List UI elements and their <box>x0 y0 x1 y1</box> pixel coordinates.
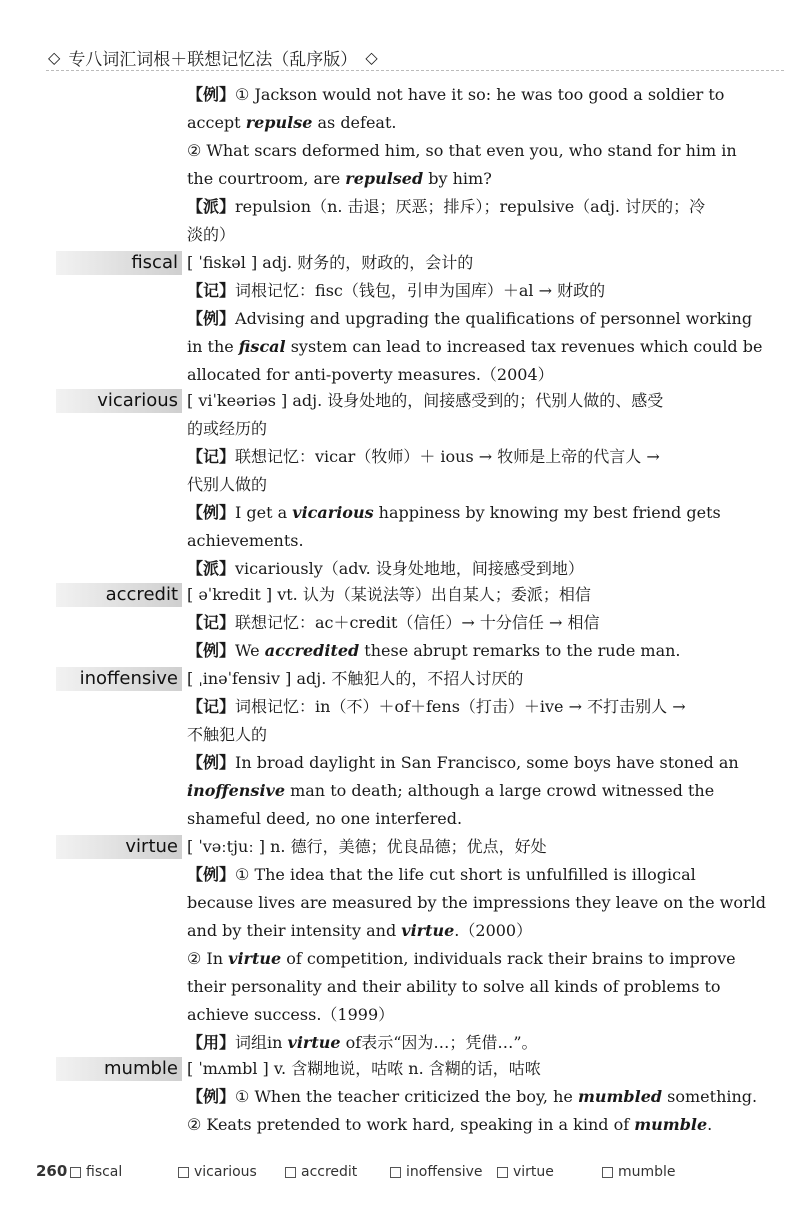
entry-line: 【例】I get a vicarious happiness by knowing my best friend gets <box>187 503 721 522</box>
entry-line: 代别人做的 <box>187 475 268 494</box>
entry-line: in the fiscal system can lead to increased tax revenues which could be <box>187 337 763 356</box>
headword-inoffensive: inoffensive <box>56 667 182 691</box>
entry-line: 【记】词根记忆：in（不）＋of＋fens（打击）＋ive → 不打击别人 → <box>187 697 686 716</box>
checkbox-icon <box>390 1167 401 1178</box>
entry-line: 【例】In broad daylight in San Francisco, some boys have stoned an <box>187 753 739 772</box>
entry-line: because lives are measured by the impressions they leave on the world <box>187 893 766 912</box>
entry-line: inoffensive man to death; although a large crowd witnessed the <box>187 781 715 800</box>
entry-line: 【例】We accredited these abrupt remarks to the rude man. <box>187 641 681 660</box>
entry-line: their personality and their ability to solve all kinds of problems to <box>187 977 721 996</box>
checkbox-icon <box>178 1167 189 1178</box>
entry-line: 【用】词组in virtue of表示“因为…；凭借…”。 <box>187 1033 538 1052</box>
headword-fiscal: fiscal <box>56 251 182 275</box>
footer-word: mumble <box>602 1164 676 1180</box>
entry-line: [ ˌinəˈfensiv ] adj. 不触犯人的，不招人讨厌的 <box>187 669 524 688</box>
footer-word: fiscal <box>70 1164 122 1180</box>
headword-accredit: accredit <box>56 583 182 607</box>
checkbox-icon <box>602 1167 613 1178</box>
entry-line: 【派】repulsion（n. 击退；厌恶；排斥）；repulsive（adj. 讨厌的；冷 <box>187 197 706 216</box>
entry-line: [ ˈmʌmbl ] v. 含糊地说，咕哝 n. 含糊的话，咕哝 <box>187 1059 541 1078</box>
entry-line: 【例】① Jackson would not have it so: he was too good a soldier to <box>187 85 725 104</box>
entry-line: ② Keats pretended to work hard, speaking in a kind of mumble. <box>187 1115 713 1134</box>
footer-word: accredit <box>285 1164 357 1180</box>
entry-line: 【例】① The idea that the life cut short is unfulfilled is illogical <box>187 865 696 884</box>
entry-line: 【派】vicariously（adv. 设身处地地，间接感受到地） <box>187 559 584 578</box>
headword-mumble: mumble <box>56 1057 182 1081</box>
entry-line: 不触犯人的 <box>187 725 268 744</box>
entry-line: 【记】联想记忆：vicar（牧师）＋ ious → 牧师是上帝的代言人 → <box>187 447 660 466</box>
headword-virtue: virtue <box>56 835 182 859</box>
entry-line: 【例】Advising and upgrading the qualifications of personnel working <box>187 309 753 328</box>
running-header <box>46 44 378 70</box>
entry-line: [ ˈvəːtjuː ] n. 德行，美德；优良品德；优点，好处 <box>187 837 547 856</box>
entry-line: achievements. <box>187 531 304 550</box>
entry-line: [ viˈkeəriəs ] adj. 设身处地的，间接感受到的；代别人做的、感受 <box>187 391 664 410</box>
entry-line: ② In virtue of competition, individuals rack their brains to improve <box>187 949 736 968</box>
entry-line: 【例】① When the teacher criticized the boy, he mumbled something. <box>187 1087 758 1106</box>
entry-line: the courtroom, are repulsed by him? <box>187 169 492 188</box>
diamond-icon: ◇ <box>365 47 378 67</box>
entry-line: allocated for anti-poverty measures.（2004） <box>187 365 554 384</box>
footer-word: vicarious <box>178 1164 257 1180</box>
diamond-icon: ◇ <box>48 47 61 67</box>
entry-line: shameful deed, no one interfered. <box>187 809 463 828</box>
checkbox-icon <box>70 1167 81 1178</box>
footer-word: inoffensive <box>390 1164 483 1180</box>
entry-line: [ əˈkredit ] vt. 认为（某说法等）出自某人；委派；相信 <box>187 585 591 604</box>
entry-line: 淡的） <box>187 225 236 244</box>
header-rule <box>46 70 784 71</box>
entry-line: ② What scars deformed him, so that even you, who stand for him in <box>187 141 737 160</box>
entry-line: 【记】联想记忆：ac＋credit（信任）→ 十分信任 → 相信 <box>187 613 600 632</box>
entry-line: [ ˈfiskəl ] adj. 财务的，财政的，会计的 <box>187 253 474 272</box>
entry-line: accept repulse as defeat. <box>187 113 397 132</box>
checkbox-icon <box>497 1167 508 1178</box>
entry-line: 【记】词根记忆：fisc（钱包，引申为国库）＋al → 财政的 <box>187 281 606 300</box>
entry-line: 的或经历的 <box>187 419 268 438</box>
entry-line: achieve success.（1999） <box>187 1005 395 1024</box>
footer-word: virtue <box>497 1164 554 1180</box>
checkbox-icon <box>285 1167 296 1178</box>
headword-vicarious: vicarious <box>56 389 182 413</box>
page-number: 260 <box>36 1162 68 1180</box>
entry-line: and by their intensity and virtue.（2000） <box>187 921 533 940</box>
book-title: 专八词汇词根＋联想记忆法（乱序版） <box>68 49 358 70</box>
